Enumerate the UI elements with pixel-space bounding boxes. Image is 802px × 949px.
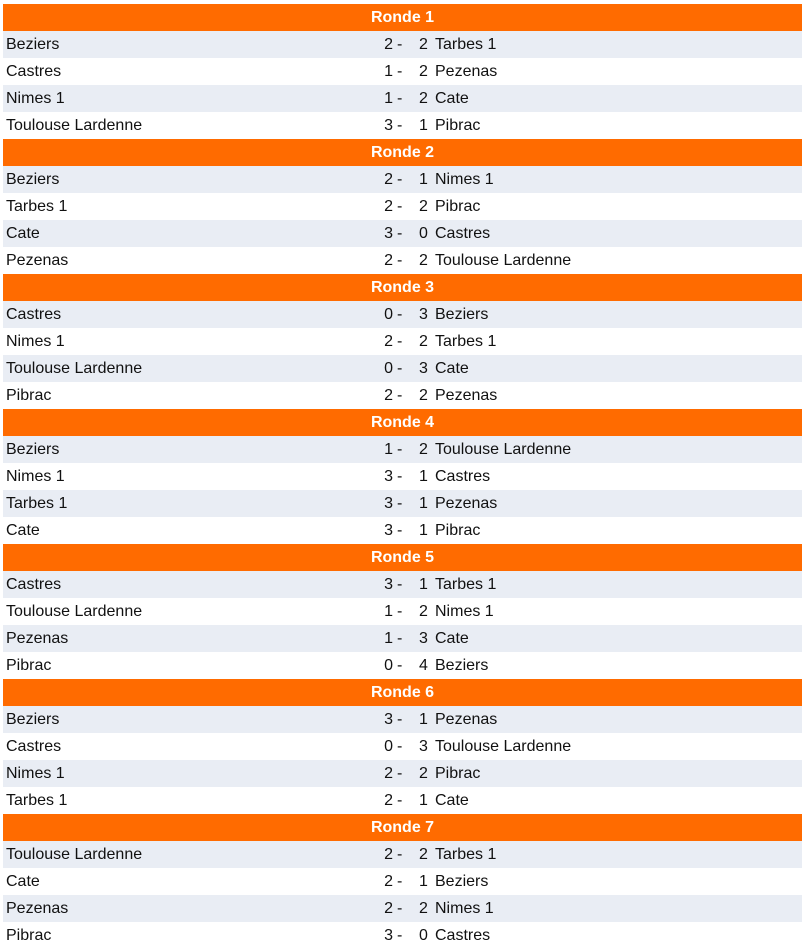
round-header: Ronde 7 [3,814,802,841]
home-team: Nimes 1 [6,333,65,350]
away-team: Castres [435,927,491,944]
score-separator: - [397,306,403,323]
match-row [3,58,802,85]
home-team: Nimes 1 [6,765,65,782]
home-team: Nimes 1 [6,90,65,107]
match-row [3,895,802,922]
away-team: Pezenas [435,387,498,404]
round-header: Ronde 4 [3,409,802,436]
home-score: 3 [384,225,393,242]
home-team: Tarbes 1 [6,792,68,809]
away-team: Cate [435,90,469,107]
home-team: Castres [6,306,62,323]
home-score: 3 [384,117,393,134]
home-team: Toulouse Lardenne [6,117,143,134]
score-separator: - [397,90,403,107]
home-score: 3 [384,468,393,485]
away-team: Castres [435,468,491,485]
match-row [3,436,802,463]
score-separator: - [397,198,403,215]
away-team: Pibrac [435,117,481,134]
away-score: 2 [419,90,428,107]
score-separator: - [397,765,403,782]
away-score: 1 [419,171,428,188]
match-row [3,31,802,58]
home-team: Cate [6,522,40,539]
away-team: Beziers [435,873,489,890]
score-separator: - [397,522,403,539]
match-row [3,517,802,544]
home-team: Pezenas [6,900,69,917]
away-score: 3 [419,360,428,377]
match-row [3,760,802,787]
score-separator: - [397,387,403,404]
away-score: 1 [419,468,428,485]
score-separator: - [397,792,403,809]
away-team: Nimes 1 [435,900,494,917]
away-score: 1 [419,576,428,593]
away-team: Pezenas [435,495,498,512]
score-separator: - [397,927,403,944]
home-score: 1 [384,63,393,80]
away-score: 2 [419,387,428,404]
score-separator: - [397,630,403,647]
score-separator: - [397,711,403,728]
home-score: 2 [384,36,393,53]
match-row [3,193,802,220]
away-score: 1 [419,792,428,809]
away-score: 4 [419,657,428,674]
match-row [3,706,802,733]
away-score: 1 [419,873,428,890]
home-score: 1 [384,90,393,107]
score-separator: - [397,900,403,917]
away-team: Tarbes 1 [435,333,497,350]
score-separator: - [397,360,403,377]
away-score: 1 [419,117,428,134]
score-separator: - [397,171,403,188]
results-table [3,4,802,949]
away-team: Nimes 1 [435,171,494,188]
home-score: 1 [384,441,393,458]
match-row [3,625,802,652]
away-score: 3 [419,630,428,647]
home-score: 0 [384,306,393,323]
home-score: 2 [384,792,393,809]
round-header: Ronde 2 [3,139,802,166]
match-row [3,571,802,598]
home-team: Toulouse Lardenne [6,846,143,863]
home-score: 0 [384,738,393,755]
home-score: 2 [384,846,393,863]
home-score: 3 [384,927,393,944]
away-score: 2 [419,603,428,620]
away-team: Cate [435,360,469,377]
away-team: Tarbes 1 [435,576,497,593]
away-team: Pezenas [435,711,498,728]
away-team: Nimes 1 [435,603,494,620]
away-score: 1 [419,522,428,539]
home-score: 3 [384,576,393,593]
away-score: 1 [419,711,428,728]
away-score: 3 [419,306,428,323]
home-team: Tarbes 1 [6,198,68,215]
score-separator: - [397,846,403,863]
home-score: 3 [384,711,393,728]
away-team: Tarbes 1 [435,36,497,53]
away-score: 2 [419,846,428,863]
home-score: 2 [384,387,393,404]
home-team: Nimes 1 [6,468,65,485]
home-score: 2 [384,198,393,215]
home-team: Toulouse Lardenne [6,603,143,620]
away-team: Toulouse Lardenne [435,441,572,458]
away-team: Cate [435,630,469,647]
round-header: Ronde 6 [3,679,802,706]
round-header: Ronde 5 [3,544,802,571]
match-row [3,247,802,274]
home-score: 2 [384,900,393,917]
score-separator: - [397,576,403,593]
home-team: Cate [6,225,40,242]
away-score: 0 [419,225,428,242]
score-separator: - [397,603,403,620]
away-team: Pezenas [435,63,498,80]
round-header: Ronde 3 [3,274,802,301]
home-team: Castres [6,576,62,593]
score-separator: - [397,738,403,755]
away-team: Tarbes 1 [435,846,497,863]
away-score: 3 [419,738,428,755]
home-team: Beziers [6,711,60,728]
home-team: Pibrac [6,387,52,404]
away-score: 2 [419,252,428,269]
home-team: Pezenas [6,252,69,269]
away-score: 2 [419,36,428,53]
home-score: 2 [384,765,393,782]
away-team: Cate [435,792,469,809]
away-team: Beziers [435,306,489,323]
round-header: Ronde 1 [3,4,802,31]
match-row [3,382,802,409]
away-team: Pibrac [435,522,481,539]
match-row [3,85,802,112]
home-score: 2 [384,873,393,890]
home-score: 2 [384,252,393,269]
home-team: Beziers [6,36,60,53]
score-separator: - [397,657,403,674]
home-team: Castres [6,63,62,80]
match-row [3,733,802,760]
score-separator: - [397,63,403,80]
match-row [3,355,802,382]
home-score: 0 [384,360,393,377]
match-row [3,166,802,193]
home-score: 2 [384,171,393,188]
match-row [3,463,802,490]
away-score: 2 [419,63,428,80]
match-row [3,868,802,895]
home-team: Beziers [6,441,60,458]
home-score: 1 [384,603,393,620]
home-team: Toulouse Lardenne [6,360,143,377]
away-score: 2 [419,333,428,350]
away-team: Pibrac [435,765,481,782]
away-score: 0 [419,927,428,944]
score-separator: - [397,873,403,890]
home-team: Cate [6,873,40,890]
away-score: 2 [419,198,428,215]
score-separator: - [397,468,403,485]
home-team: Pibrac [6,657,52,674]
home-score: 1 [384,630,393,647]
away-score: 2 [419,765,428,782]
home-score: 0 [384,657,393,674]
score-separator: - [397,495,403,512]
home-team: Beziers [6,171,60,188]
away-score: 2 [419,441,428,458]
match-row [3,652,802,679]
match-row [3,301,802,328]
score-separator: - [397,117,403,134]
score-separator: - [397,252,403,269]
match-row [3,598,802,625]
score-separator: - [397,225,403,242]
away-team: Toulouse Lardenne [435,738,572,755]
match-row [3,112,802,139]
away-team: Toulouse Lardenne [435,252,572,269]
match-row [3,328,802,355]
home-team: Tarbes 1 [6,495,68,512]
away-score: 2 [419,900,428,917]
away-team: Castres [435,225,491,242]
score-separator: - [397,333,403,350]
home-team: Castres [6,738,62,755]
away-team: Beziers [435,657,489,674]
match-row [3,490,802,517]
home-score: 2 [384,333,393,350]
home-team: Pibrac [6,927,52,944]
score-separator: - [397,441,403,458]
home-team: Pezenas [6,630,69,647]
score-separator: - [397,36,403,53]
match-row [3,787,802,814]
away-team: Pibrac [435,198,481,215]
match-row [3,841,802,868]
home-score: 3 [384,522,393,539]
away-score: 1 [419,495,428,512]
home-score: 3 [384,495,393,512]
match-row [3,220,802,247]
